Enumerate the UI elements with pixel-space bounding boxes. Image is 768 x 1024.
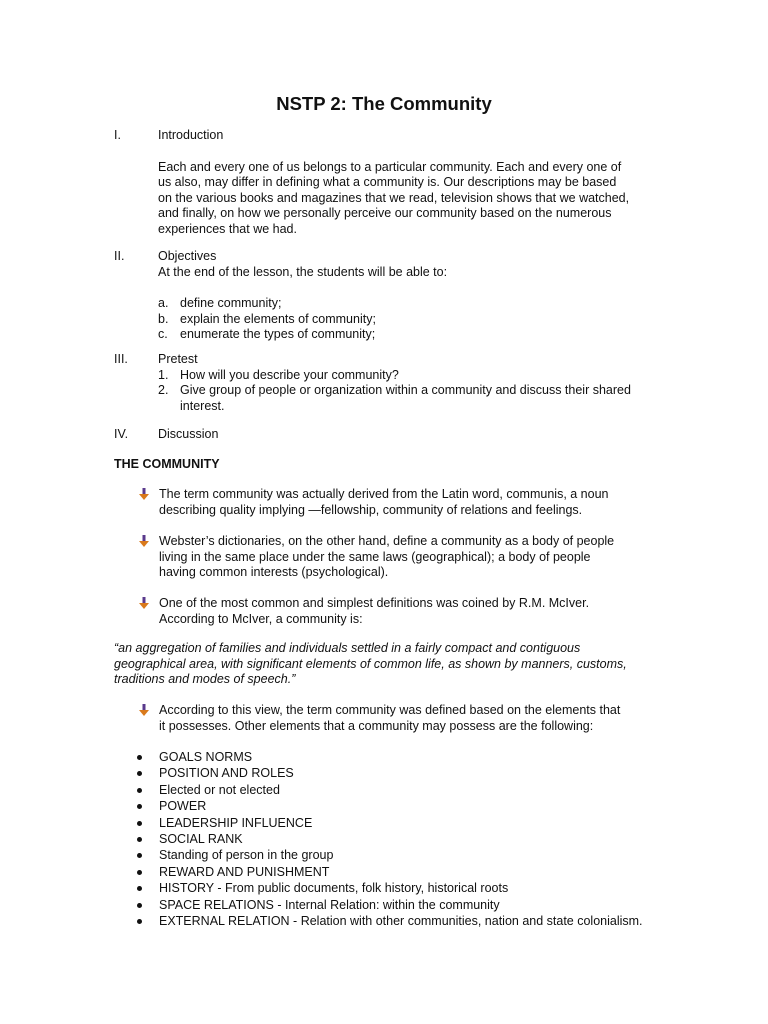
- list-text: REWARD AND PUNISHMENT: [159, 864, 330, 879]
- list-text: define community;: [180, 296, 282, 311]
- section-number: III.: [114, 352, 128, 366]
- arrow-list-item: [138, 487, 654, 518]
- list-item: [158, 312, 656, 328]
- list-item: [136, 880, 696, 896]
- objectives-lead: At the end of the lesson, the students will be able to:: [158, 264, 448, 279]
- section-pretest: [114, 352, 656, 414]
- arrow-bullet-icon: [138, 597, 150, 609]
- list-text: Elected or not elected: [159, 782, 280, 797]
- list-marker: a.: [158, 296, 169, 311]
- list-text: interest.: [180, 398, 225, 413]
- list-text: Give group of people or organization within a community and discuss their shared: [180, 383, 631, 398]
- list-marker: 1.: [158, 367, 169, 382]
- arrow-item-line: According to this view, the term community was defined based on the elements that: [159, 703, 621, 717]
- list-item: [136, 864, 696, 880]
- intro-line: experiences that we had.: [158, 221, 297, 236]
- page-title: NSTP 2: The Community: [276, 93, 492, 114]
- intro-paragraph: [158, 160, 656, 238]
- section-heading: Discussion: [158, 427, 219, 441]
- arrow-item-line: living in the same place under the same laws (geographical); a body of people: [159, 549, 591, 564]
- section-introduction: [114, 128, 656, 238]
- bullet-dot-icon: [137, 821, 142, 826]
- arrow-bullet-icon: [138, 488, 150, 500]
- list-text: EXTERNAL RELATION - Relation with other communities, nation and state colonialism.: [159, 914, 643, 929]
- list-item: [158, 383, 656, 414]
- list-item: [136, 831, 696, 847]
- list-marker: 2.: [158, 383, 169, 398]
- list-text: enumerate the types of community;: [180, 327, 376, 342]
- list-text: GOALS NORMS: [159, 750, 253, 764]
- list-text: POSITION AND ROLES: [159, 766, 294, 781]
- list-text: Standing of person in the group: [159, 848, 334, 863]
- list-item: [136, 815, 696, 831]
- list-text: LEADERSHIP INFLUENCE: [159, 815, 313, 830]
- pretest-list: [158, 368, 656, 415]
- list-item: [136, 765, 696, 781]
- intro-line: us also, may differ in defining what a community is. Our descriptions may be based: [158, 175, 617, 190]
- bullet-dot-icon: [137, 870, 142, 875]
- list-text: explain the elements of community;: [180, 311, 376, 326]
- list-marker: c.: [158, 327, 168, 342]
- bullet-dot-icon: [137, 919, 142, 924]
- section-objectives: [114, 249, 656, 343]
- arrow-list-item: [138, 596, 654, 627]
- list-item: [136, 897, 696, 913]
- section-number: II.: [114, 249, 125, 263]
- bullet-dot-icon: [137, 771, 142, 776]
- arrow-item-line: One of the most common and simplest definitions was coined by R.M. McIver.: [159, 596, 590, 610]
- arrow-bullet-icon: [138, 535, 150, 547]
- bullet-dot-icon: [137, 788, 142, 793]
- section-heading: Objectives: [158, 249, 217, 263]
- intro-line: on the various books and magazines that we read, television shows that we watched,: [158, 190, 630, 205]
- list-item: [158, 296, 656, 312]
- list-text: How will you describe your community?: [180, 367, 399, 382]
- list-item: [158, 368, 656, 384]
- community-heading: THE COMMUNITY: [114, 457, 220, 471]
- bullet-dot-icon: [137, 903, 142, 908]
- list-text: HISTORY - From public documents, folk history, historical roots: [159, 881, 509, 896]
- bullet-dot-icon: [137, 853, 142, 858]
- arrow-bullet-icon: [138, 704, 150, 716]
- list-text: SOCIAL RANK: [159, 832, 243, 847]
- arrow-item-line: The term community was actually derived from the Latin word, communis, a noun: [159, 487, 609, 501]
- arrow-list-item: [138, 534, 654, 581]
- arrow-item-line: describing quality implying —fellowship, community of relations and feelings.: [159, 502, 583, 517]
- intro-line: Each and every one of us belongs to a particular community. Each and every one of: [158, 159, 622, 174]
- objectives-list: [158, 296, 656, 343]
- list-text: POWER: [159, 799, 207, 814]
- list-text: SPACE RELATIONS - Internal Relation: within the community: [159, 897, 500, 912]
- list-item: [136, 798, 696, 814]
- bullet-dot-icon: [137, 886, 142, 891]
- arrow-item-line: having common interests (psychological).: [159, 565, 389, 580]
- section-discussion: [114, 427, 656, 443]
- arrow-item-line: Webster’s dictionaries, on the other hand, define a community as a body of people: [159, 534, 615, 548]
- bullet-dot-icon: [137, 804, 142, 809]
- arrow-item-line: According to McIver, a community is:: [159, 611, 363, 626]
- arrow-item-line: it possesses. Other elements that a community may possess are the following:: [159, 718, 594, 733]
- section-heading: Introduction: [158, 128, 224, 142]
- bullet-dot-icon: [137, 755, 142, 760]
- list-item: [136, 913, 696, 929]
- list-item: [158, 327, 656, 343]
- list-item: [136, 749, 696, 765]
- quote-line: geographical area, with significant elements of common life, as shown by manners, customs,: [114, 656, 627, 671]
- list-item: [136, 782, 696, 798]
- section-number: IV.: [114, 427, 129, 441]
- elements-bullet-list: [136, 749, 696, 929]
- bullet-dot-icon: [137, 837, 142, 842]
- arrow-list-item: [138, 703, 654, 734]
- quote-line: traditions and modes of speech.”: [114, 672, 296, 687]
- intro-line: and finally, on how we personally perceive our community based on the numerous: [158, 206, 612, 221]
- mciver-quote: [114, 641, 652, 688]
- quote-line: “an aggregation of families and individuals settled in a fairly compact and contiguous: [114, 641, 581, 655]
- list-marker: b.: [158, 311, 169, 326]
- list-item: [136, 847, 696, 863]
- section-heading: Pretest: [158, 352, 198, 366]
- section-number: I.: [114, 128, 121, 142]
